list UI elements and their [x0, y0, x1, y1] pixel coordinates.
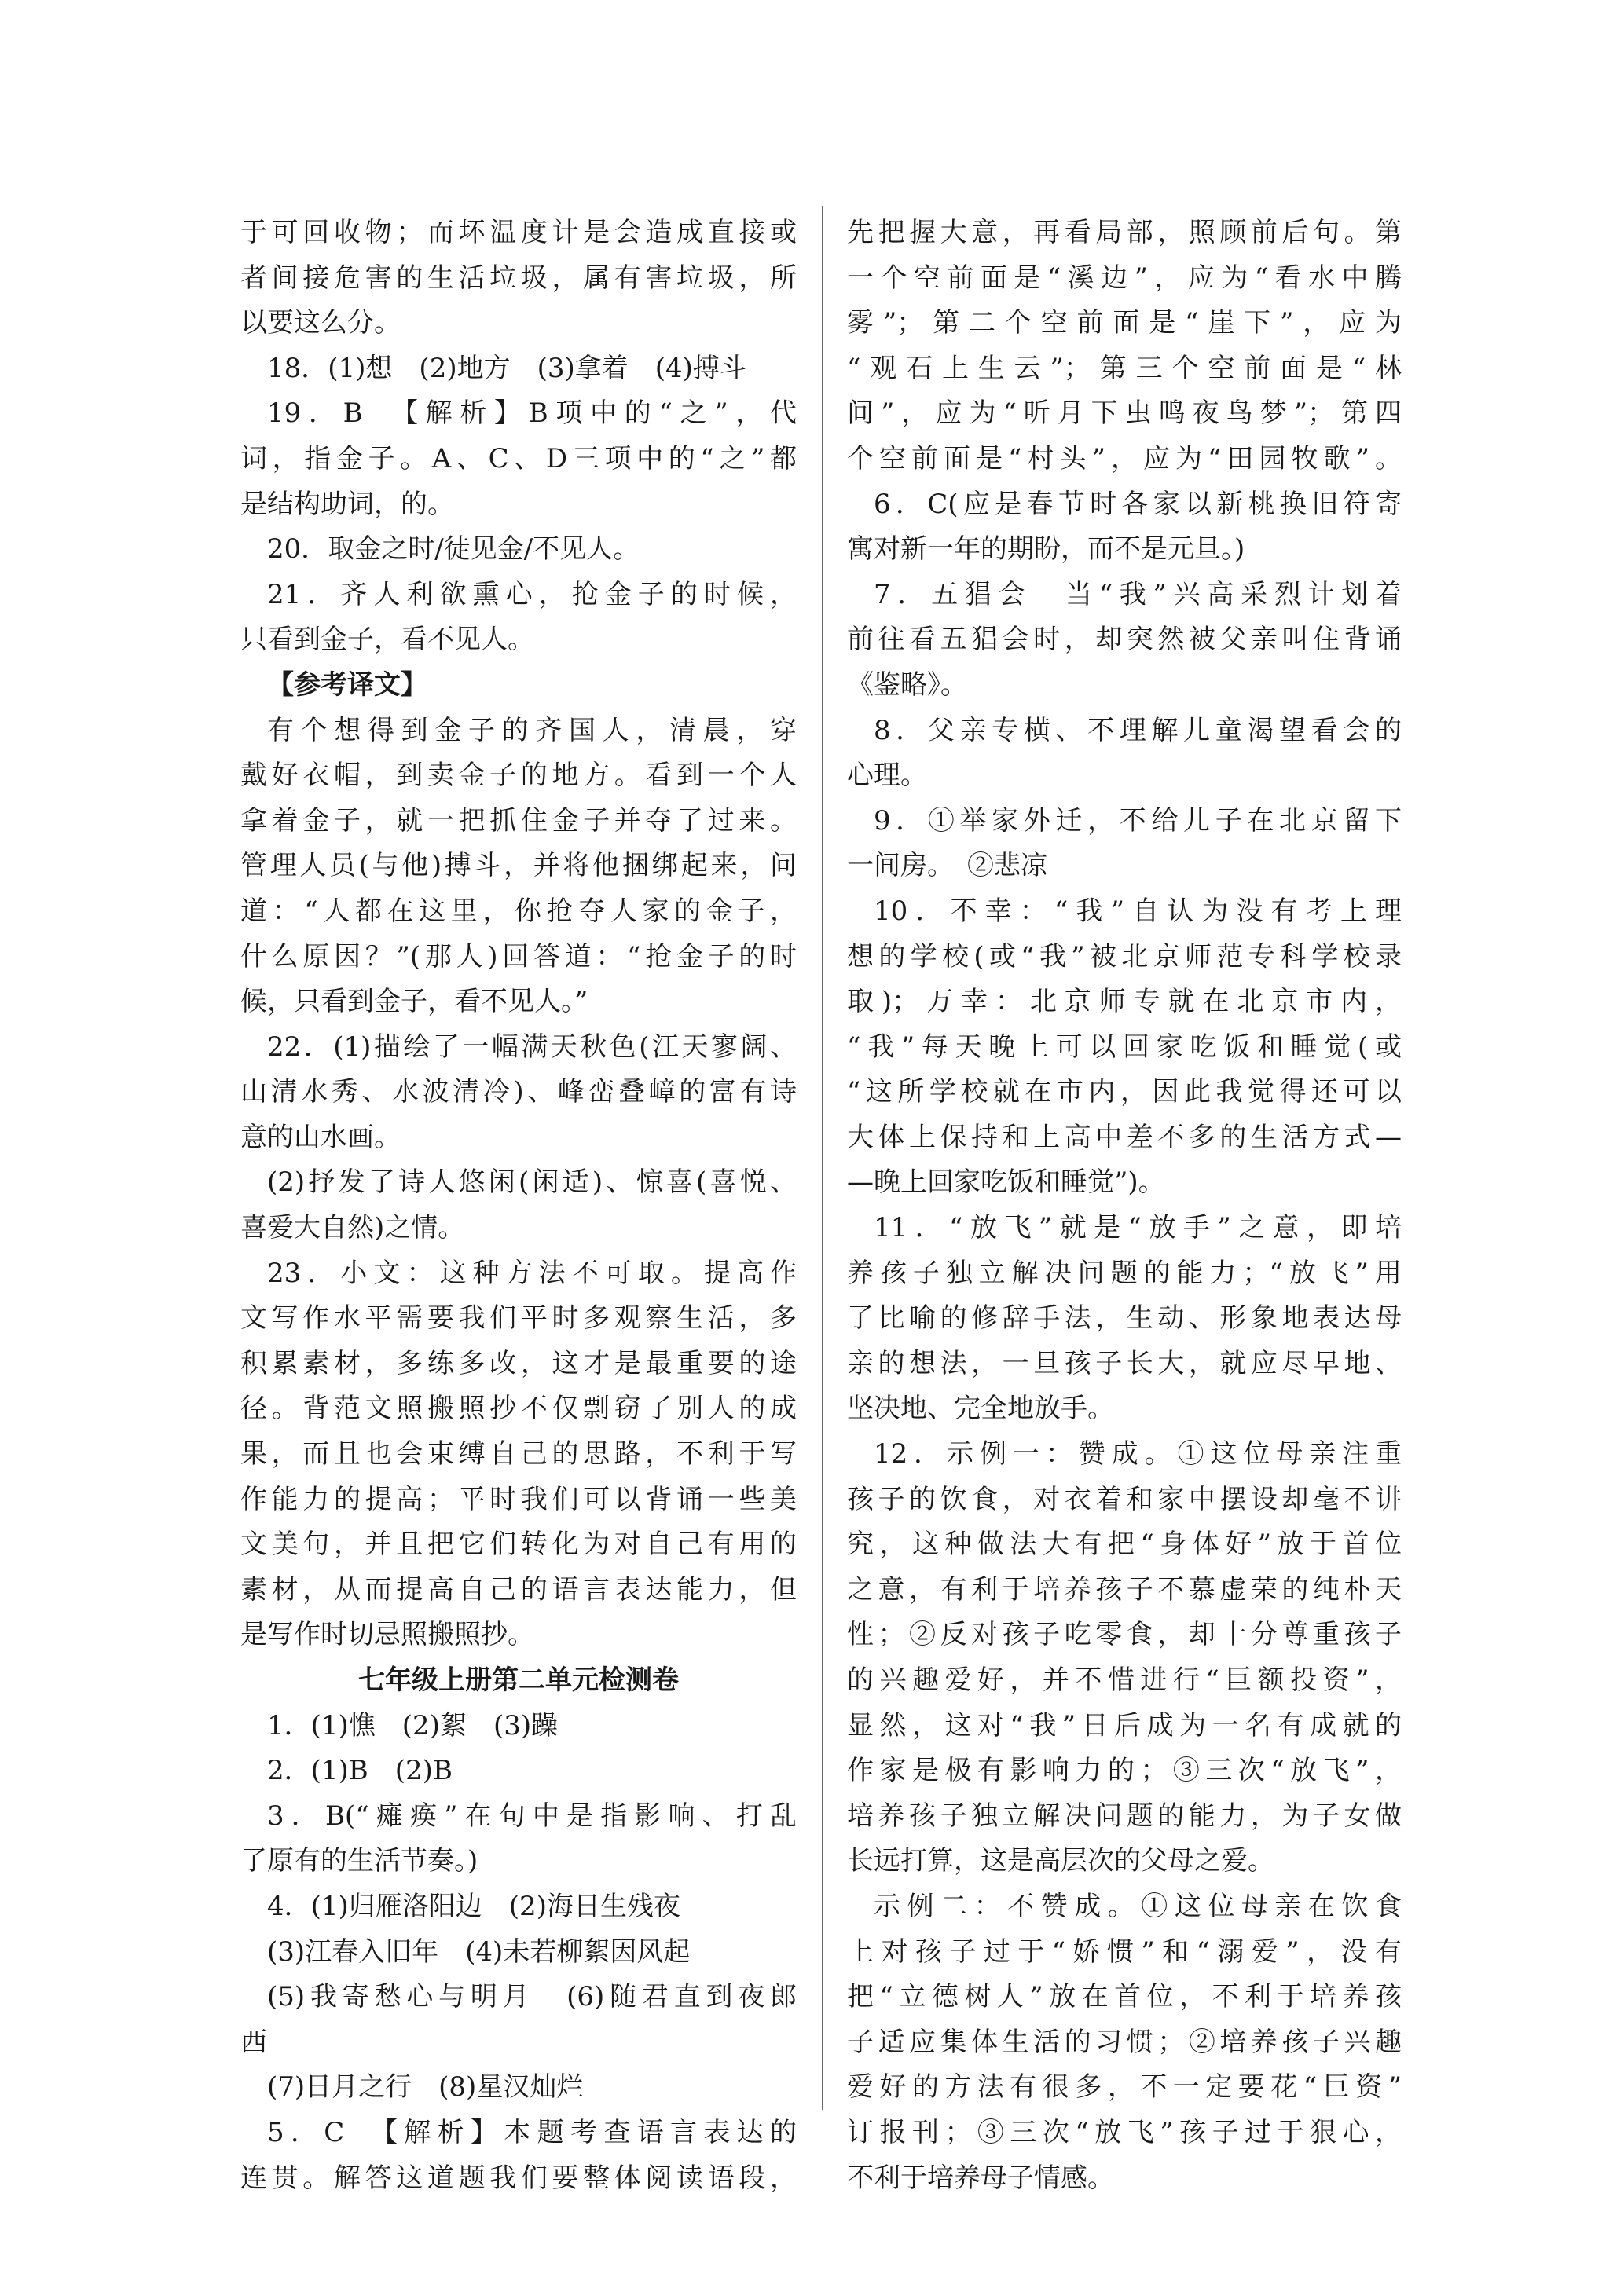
text-line: 文写作水平需要我们平时多观察生活，多: [240, 1302, 797, 1335]
text-line: 5．C 【解析】本题考查语言表达的: [267, 2116, 797, 2148]
text-line: (3)江春入旧年 (4)未若柳絮因风起: [267, 1935, 691, 1968]
text-line: 是写作时切忌照搬照抄。: [240, 1619, 534, 1651]
text-line: 子适应集体生活的习惯；②培养孩子兴趣: [847, 2026, 1402, 2058]
text-line: 想的学校(或“我”被北京师范专科学校录: [847, 940, 1402, 972]
text-line: 作能力的提高；平时我们可以背诵一些美: [240, 1483, 797, 1515]
text-line: 亲的想法，一旦孩子长大，就应尽早地、: [847, 1347, 1402, 1379]
text-line: 2．(1)B (2)B: [267, 1755, 453, 1787]
text-line: 养孩子独立解决问题的能力；“放飞”用: [847, 1257, 1402, 1289]
text-line: 词，指金子。A、C、D三项中的“之”都: [240, 442, 797, 474]
text-line: 一间房。 ②悲凉: [847, 850, 1047, 882]
text-line: 个空前面是“村头”，应为“田园牧歌”。: [847, 442, 1402, 474]
text-line: 果，而且也会束缚自己的思路，不利于写: [240, 1438, 797, 1470]
text-line: 21．齐人利欲熏心，抢金子的时候，: [267, 578, 797, 610]
text-line: 18．(1)想 (2)地方 (3)拿着 (4)搏斗: [267, 352, 746, 384]
text-line: 积累素材，多练多改，这才是最重要的途: [240, 1347, 797, 1379]
text-line: 示例二：不赞成。①这位母亲在饮食: [874, 1890, 1402, 1922]
text-line: —晚上回家吃饭和睡觉”)。: [847, 1166, 1165, 1199]
text-line: 什么原因？”(那人)回答道：“抢金子的时: [240, 940, 797, 972]
right-column: [847, 211, 1402, 2201]
text-line: 大体上保持和上高中差不多的生活方式—: [847, 1121, 1402, 1153]
text-line: 7．五猖会 当“我”兴高采烈计划着: [874, 578, 1402, 610]
text-line: 于可回收物；而坏温度计是会造成直接或: [240, 217, 797, 248]
text-line: 西: [240, 2026, 267, 2058]
text-line: 之意，有利于培养孩子不慕虚荣的纯朴天: [847, 1573, 1402, 1606]
text-line: 【参考译文】: [267, 668, 427, 701]
text-line: 意的山水画。: [240, 1121, 401, 1153]
text-line: 11．“放飞”就是“放手”之意，即培: [874, 1212, 1402, 1244]
text-line: 候，只看到金子，看不见人。”: [240, 986, 588, 1018]
text-line: 坚决地、完全地放手。: [847, 1393, 1114, 1425]
text-line: 8．父亲专横、不理解儿童渴望看会的: [874, 714, 1402, 746]
text-line: 者间接危害的生活垃圾，属有害垃圾，所: [240, 262, 797, 294]
text-line: 了原有的生活节奏。): [240, 1845, 478, 1877]
text-line: “观石上生云”；第三个空前面是“林: [847, 352, 1402, 384]
text-line: 七年级上册第二单元检测卷: [358, 1664, 679, 1696]
text-line: (2)抒发了诗人悠闲(闲适)、惊喜(喜悦、: [267, 1166, 797, 1199]
text-line: “这所学校就在市内，因此我觉得还可以: [847, 1076, 1402, 1108]
text-line: 以要这么分。: [240, 307, 401, 339]
text-line: 20．取金之时/徒见金/不见人。: [267, 533, 640, 566]
text-line: 径。背范文照搬照抄不仅剽窃了别人的成: [240, 1393, 797, 1425]
text-line: 连贯。解答这道题我们要整体阅读语段，: [240, 2162, 797, 2194]
text-line: 心理。: [847, 760, 927, 792]
text-line: 长远打算，这是高层次的父母之爱。: [847, 1845, 1274, 1877]
text-line: (7)日月之行 (8)星汉灿烂: [267, 2071, 584, 2104]
text-line: 先把握大意，再看局部，照顾前后句。第: [847, 217, 1402, 248]
text-line: 一个空前面是“溪边”，应为“看水中腾: [847, 262, 1402, 294]
text-line: 有个想得到金子的齐国人，清晨，穿: [267, 714, 797, 746]
text-line: 取)；万幸：北京师专就在北京市内，: [847, 986, 1402, 1018]
text-line: 戴好衣帽，到卖金子的地方。看到一个人: [240, 760, 797, 792]
text-line: 23．小文：这种方法不可取。提高作: [267, 1257, 797, 1289]
text-line: 孩子的饮食，对衣着和家中摆设却毫不讲: [847, 1483, 1402, 1515]
text-line: 19．B 【解析】B项中的“之”，代: [267, 397, 797, 430]
text-line: “我”每天晚上可以回家吃饭和睡觉(或: [847, 1031, 1402, 1063]
text-line: 只看到金子，看不见人。: [240, 624, 534, 656]
text-line: 3．B(“瘫痪”在句中是指影响、打乱: [267, 1800, 797, 1832]
text-line: 管理人员(与他)搏斗，并将他捆绑起来，问: [240, 850, 797, 882]
text-line: 前往看五猖会时，却突然被父亲叫住背诵: [847, 624, 1402, 656]
text-line: 了比喻的修辞手法，生动、形象地表达母: [847, 1302, 1402, 1335]
text-line: 不利于培养母子情感。: [847, 2162, 1114, 2194]
text-line: 寓对新一年的期盼，而不是元旦。): [847, 533, 1245, 566]
text-line: 爱好的方法有很多，不一定要花“巨资”: [847, 2071, 1402, 2104]
text-line: 素材，从而提高自己的语言表达能力，但: [240, 1573, 797, 1606]
text-line: 文美句，并且把它们转化为对自己有用的: [240, 1529, 797, 1561]
text-line: 喜爱大自然)之情。: [240, 1212, 465, 1244]
text-line: 订报刊；③三次“放飞”孩子过于狠心，: [847, 2116, 1402, 2148]
text-line: 4．(1)归雁洛阳边 (2)海日生残夜: [267, 1890, 680, 1922]
text-line: 显然，这对“我”日后成为一名有成就的: [847, 1709, 1402, 1741]
text-line: 6．C(应是春节时各家以新桃换旧符寄: [874, 488, 1402, 520]
text-line: 培养孩子独立解决问题的能力，为子女做: [847, 1800, 1402, 1832]
text-line: (5)我寄愁心与明月 (6)随君直到夜郎: [267, 1981, 797, 2013]
text-line: 究，这种做法大有把“身体好”放于首位: [847, 1529, 1402, 1561]
text-line: 上对孩子过于“娇惯”和“溺爱”，没有: [847, 1935, 1402, 1968]
text-line: 的兴趣爱好，并不惜进行“巨额投资”，: [847, 1664, 1402, 1696]
text-line: 作家是极有影响力的；③三次“放飞”，: [847, 1755, 1402, 1787]
text-line: 1．(1)憔 (2)絮 (3)躁: [267, 1709, 559, 1741]
text-line: 性；②反对孩子吃零食，却十分尊重孩子: [847, 1619, 1402, 1651]
text-line: 把“立德树人”放在首位，不利于培养孩: [847, 1981, 1402, 2013]
text-line: 是结构助词，的。: [240, 488, 454, 520]
text-line: 间”，应为“听月下虫鸣夜鸟梦”；第四: [847, 397, 1402, 430]
text-line: 雾”；第二个空前面是“崖下”，应为: [847, 307, 1402, 339]
text-line: 10．不幸：“我”自认为没有考上理: [874, 895, 1402, 927]
text-line: 12．示例一：赞成。①这位母亲注重: [874, 1438, 1402, 1470]
text-line: 山清水秀、水波清冷)、峰峦叠嶂的富有诗: [240, 1076, 797, 1108]
text-line: 拿着金子，就一把抓住金子并夺了过来。: [240, 804, 797, 837]
text-line: 《鉴略》。: [847, 668, 967, 701]
text-line: 22．(1)描绘了一幅满天秋色(江天寥阔、: [267, 1031, 797, 1063]
text-line: 9．①举家外迁，不给儿子在北京留下: [874, 804, 1402, 837]
column-divider: [822, 206, 823, 2110]
text-line: 道：“人都在这里，你抢夺人家的金子，: [240, 895, 797, 927]
left-column: [240, 211, 797, 2201]
